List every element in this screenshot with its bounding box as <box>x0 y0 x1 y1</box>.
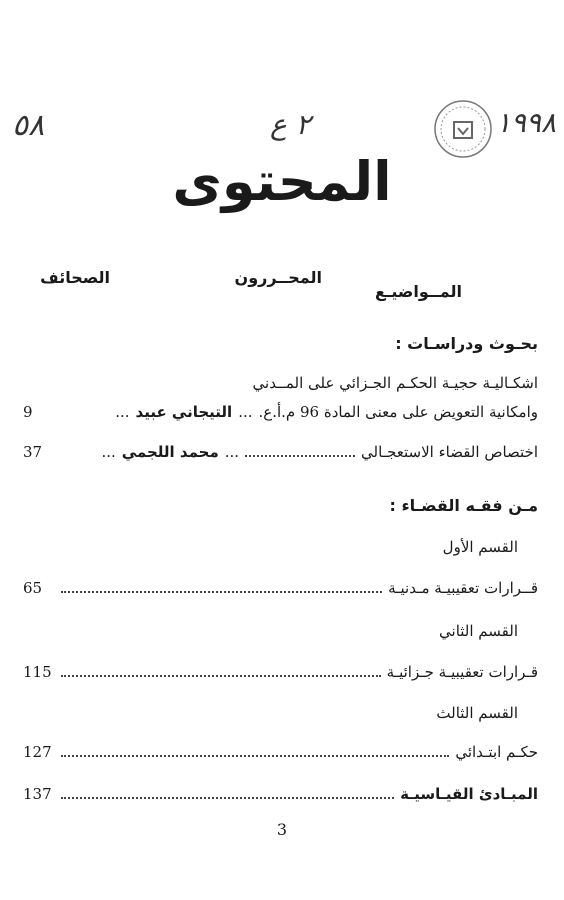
toc-entry-part-2 <box>23 662 538 682</box>
principles-page: 137 <box>23 785 52 803</box>
handwritten-note-middle: ٢ ع <box>270 108 311 141</box>
toc-entry-part-1 <box>23 578 538 598</box>
toc-entry-1 <box>23 402 538 422</box>
handwritten-year: ١٩٩٨ <box>495 106 556 139</box>
dots-leader: ... <box>115 403 130 421</box>
section-heading-studies: بحـوث ودراسـات : <box>395 334 538 353</box>
toc-entry-part-3 <box>23 742 538 762</box>
part-3-page: 127 <box>23 743 52 761</box>
dots-leader <box>61 747 449 757</box>
toc-entry-2 <box>23 442 538 462</box>
entry-2-page: 37 <box>23 443 43 461</box>
section-heading-jurisprudence: مـن فقـه القضـاء : <box>389 496 538 515</box>
column-header-editors: المحــررون <box>234 268 322 287</box>
part-1-page: 65 <box>23 579 43 597</box>
entry-1-page: 9 <box>23 403 33 421</box>
column-header-pages: الصحائف <box>40 268 110 287</box>
entry-2-title: اختصاص القضاء الاستعجـالي <box>361 443 538 461</box>
entry-1-title-line-2: وامكانية التعويض على معنى المادة 96 م.أ.ع. <box>258 403 538 421</box>
dots-leader: ... <box>101 443 116 461</box>
entry-2-author: محمد اللجمي <box>121 443 219 461</box>
part-1-entry-title: قــرارات تعقيبيـة مـدنيـة <box>388 579 538 597</box>
dots-leader: ... <box>224 443 240 461</box>
part-3-label: القسم الثالث <box>436 704 518 722</box>
dots-leader <box>61 667 381 677</box>
part-1-label: القسم الأول <box>442 538 518 556</box>
entry-1-title-line-1: اشكـاليـة حجيـة الحكـم الجـزائي على المــدني <box>252 374 538 392</box>
toc-entry-principles <box>23 784 538 804</box>
column-header-topics: المــواضيـع <box>374 282 462 301</box>
spacer <box>61 408 109 416</box>
part-2-entry-title: قـرارات تعقيبيـة جـزائيـة <box>386 663 538 681</box>
principles-title: المبـادئ القيـاسيـة <box>400 785 538 803</box>
dots-leader <box>61 789 394 799</box>
dots-leader: ... <box>238 403 253 421</box>
dots-leader <box>61 583 382 593</box>
part-2-page: 115 <box>23 663 52 681</box>
part-2-label: القسم الثاني <box>439 622 518 640</box>
page-number: 3 <box>276 820 288 839</box>
part-3-entry-title: حكـم ابتـدائي <box>455 743 538 761</box>
dots-leader <box>245 447 355 457</box>
handwritten-note-left: ٥٨ <box>12 108 45 143</box>
page-title: المحتوى <box>172 150 392 213</box>
entry-1-author: التيجاني عبيد <box>135 403 233 421</box>
